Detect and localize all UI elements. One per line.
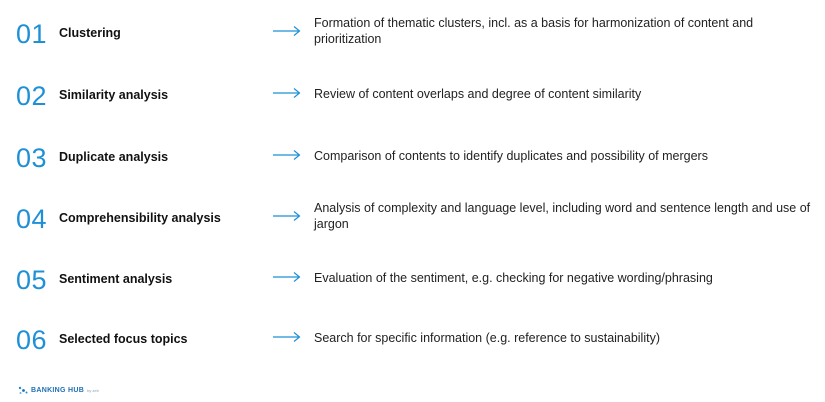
list-item-sentiment-analysis <box>0 260 825 300</box>
item-title: Duplicate analysis <box>59 150 169 164</box>
list-item-similarity-analysis <box>0 76 825 116</box>
long-right-arrow-icon <box>272 84 302 102</box>
item-description: Analysis of complexity and language level, including word and sentence length and use of jargon <box>314 201 811 231</box>
list-item-duplicate-analysis <box>0 138 825 178</box>
item-number: 05 <box>16 265 48 295</box>
list-item-selected-focus-topics <box>0 320 825 360</box>
item-title: Sentiment analysis <box>59 272 173 286</box>
item-title: Clustering <box>59 26 121 40</box>
long-right-arrow-icon <box>272 146 302 164</box>
long-right-arrow-icon <box>272 22 302 40</box>
item-title: Similarity analysis <box>59 88 169 102</box>
item-description: Review of content overlaps and degree of content similarity <box>314 87 642 101</box>
item-title: Comprehensibility analysis <box>59 211 221 225</box>
banking-hub-logo-icon <box>18 386 28 395</box>
long-right-arrow-icon <box>272 328 302 346</box>
logo-brand-text: BANKING HUB <box>31 386 85 394</box>
item-title: Selected focus topics <box>59 332 188 346</box>
long-right-arrow-icon <box>272 268 302 286</box>
item-description: Formation of thematic clusters, incl. as a basis for harmonization of content and prioritization <box>314 16 754 46</box>
long-right-arrow-icon <box>272 207 302 225</box>
item-number: 01 <box>16 19 48 49</box>
logo-by-text: by zeb <box>87 387 99 393</box>
list-item-clustering <box>0 14 825 54</box>
list-item-comprehensibility-analysis <box>0 199 825 239</box>
item-description: Comparison of contents to identify duplicates and possibility of mergers <box>314 149 708 163</box>
banking-hub-logo <box>18 384 99 396</box>
item-description: Evaluation of the sentiment, e.g. checking for negative wording/phrasing <box>314 271 713 285</box>
item-description: Search for specific information (e.g. reference to sustainability) <box>314 331 660 345</box>
item-number: 02 <box>16 81 48 111</box>
item-number: 06 <box>16 325 48 355</box>
item-number: 04 <box>16 204 48 234</box>
item-number: 03 <box>16 143 48 173</box>
